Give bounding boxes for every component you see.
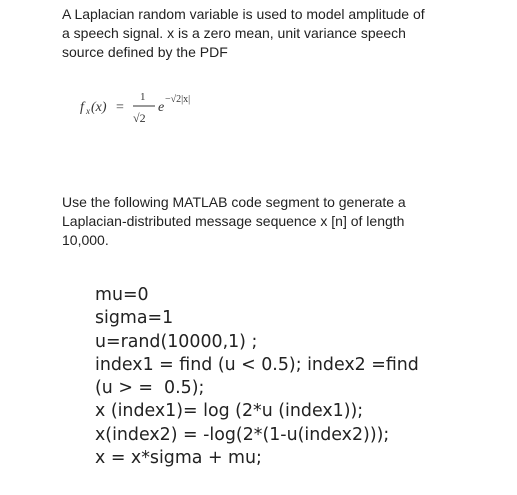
formula-lhs-argument: (x): [91, 100, 107, 115]
code-line-find-cont: (u > = 0.5);: [95, 378, 205, 399]
matlab-code-block: [95, 284, 505, 470]
formula-denominator: √2: [133, 111, 146, 125]
formula-equals: =: [116, 100, 124, 115]
code-line-rand: u=rand(10000,1) ;: [95, 331, 258, 352]
code-line-mu: mu=0: [95, 285, 149, 305]
code-line-find: index1 = find (u < 0.5); index2 =find: [95, 354, 419, 375]
problem-line-2: a speech signal. x is a zero mean, unit variance speech: [62, 25, 406, 41]
instruction-line-1: Use the following MATLAB code segment to generate a: [62, 194, 406, 210]
formula-lhs-subscript: x: [86, 106, 90, 116]
problem-statement: [62, 5, 482, 62]
instruction-line-3: 10,000.: [62, 232, 109, 248]
code-line-log-neg: x(index2) = -log(2*(1-u(index2)));: [95, 424, 390, 445]
formula-lhs: f: [80, 100, 84, 115]
pdf-formula: [78, 84, 238, 132]
problem-line-1: A Laplacian random variable is used to model amplitude of: [62, 6, 425, 22]
matlab-instructions: [62, 193, 482, 250]
problem-line-3: source defined by the PDF: [62, 44, 228, 60]
formula-base: e: [158, 100, 165, 115]
formula-exponent: −√2|x|: [165, 94, 191, 105]
code-line-log-pos: x (index1)= log (2*u (index1));: [95, 401, 364, 422]
code-line-sigma: sigma=1: [95, 308, 174, 329]
code-line-scale: x = x*sigma + mu;: [95, 448, 262, 469]
instruction-line-2: Laplacian-distributed message sequence x [n] of length: [62, 213, 405, 229]
formula-numerator: 1: [140, 91, 146, 103]
